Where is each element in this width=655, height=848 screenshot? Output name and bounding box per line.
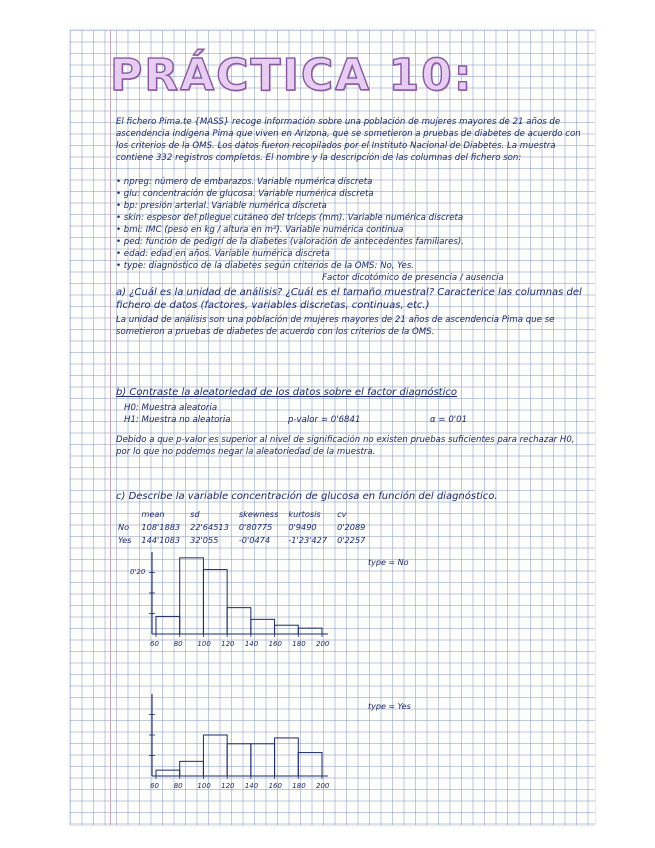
table-cell: 0'2089 (337, 522, 366, 532)
histogram-no-title: type = No (368, 558, 409, 567)
alpha-level: α = 0'01 (430, 415, 468, 425)
histogram-bar (251, 619, 275, 634)
histogram-bar (298, 628, 322, 634)
histogram-bar (203, 570, 227, 634)
variable-edad: • edad: edad en años. Variable numérica discreta (116, 249, 330, 259)
histogram-bar (275, 738, 299, 776)
page-margin-line (110, 30, 111, 825)
table-header (118, 508, 141, 521)
table-header: skewness (238, 509, 279, 519)
x-tick-label: 120 (221, 782, 235, 790)
x-tick-label: 140 (244, 640, 259, 648)
table-cell: -1'23'427 (288, 535, 328, 545)
x-tick-label: 140 (244, 782, 259, 790)
x-tick-label: 180 (292, 640, 306, 648)
histogram-type-yes (118, 690, 338, 792)
table-cell: 108'1883 (141, 522, 181, 532)
table-header: mean (141, 509, 165, 519)
table-cell: No (118, 522, 130, 532)
answer-b: Debido a que p-valor es superior al nivel de significación no existen pruebas suficientes para rechazar H0, por lo que no podemos negar la aleatoriedad de la muestra. (116, 435, 575, 457)
x-tick-label: 100 (197, 640, 211, 648)
notebook-page (70, 30, 595, 825)
x-tick-label: 120 (221, 640, 235, 648)
x-tick-label: 160 (268, 640, 282, 648)
table-cell: 22'64513 (190, 522, 229, 532)
table-header: kurtosis (288, 509, 321, 519)
table-cell: 0'9490 (288, 522, 317, 532)
x-tick-label: 100 (197, 782, 211, 790)
answer-a: La unidad de análisis son una población de mujeres mayores de 21 años de ascendencia Pima que se sometieron a pruebas de diabetes de acuerdo con los criterios de la OMS. (116, 315, 555, 337)
hypothesis-h0: H0: Muestra aleatoria (124, 403, 218, 413)
histogram-bar (203, 735, 227, 776)
page-title: PRÁCTICA 10: (110, 50, 474, 101)
x-tick-label: 200 (316, 782, 330, 790)
histogram-bar (275, 625, 299, 634)
question-c: c) Describe la variable concentración de glucosa en función del diagnóstico. (116, 491, 498, 502)
variable-npreg: • npreg: número de embarazos. Variable numérica discreta (116, 177, 373, 187)
hypothesis-h1: H1: Muestra no aleatoria (124, 415, 231, 425)
x-tick-label: 60 (150, 640, 159, 648)
table-header-row (118, 508, 375, 521)
glucose-stats-table (118, 508, 375, 547)
variable-bp: • bp: presión arterial. Variable numérica discreta (116, 201, 327, 211)
table-cell: 32'055 (190, 535, 219, 545)
histogram-bar (156, 770, 180, 776)
x-tick-label: 80 (173, 782, 183, 790)
table-header: sd (190, 509, 200, 519)
variable-type: • type: diagnóstico de la diabetes según criterios de la OMS: No, Yes. (116, 261, 415, 271)
histogram-bar (227, 608, 251, 634)
x-tick-label: 80 (173, 640, 183, 648)
table-cell: -0'0474 (238, 535, 271, 545)
p-value: p-valor = 0'6841 (288, 415, 361, 425)
variable-bmi: • bmi: IMC (peso en kg / altura en m²). Variable numérica continua (116, 225, 404, 235)
table-cell: Yes (118, 535, 132, 545)
table-cell: 144'1083 (141, 535, 181, 545)
question-b: b) Contraste la aleatoriedad de los datos sobre el factor diagnóstico (116, 387, 457, 398)
table-row (118, 534, 375, 547)
histogram-bar (251, 744, 275, 776)
variable-glu: • glu: concentración de glucosa. Variable numérica discreta (116, 189, 374, 199)
variable-skin: • skin: espesor del pliegue cutáneo del tríceps (mm). Variable numérica discreta (116, 213, 464, 223)
histogram-bar (180, 558, 204, 634)
table-row (118, 521, 375, 534)
histogram-type-no (118, 548, 338, 650)
x-tick-label: 200 (316, 640, 330, 648)
intro-paragraph: El fichero Pima.te {MASS} recoge información sobre una población de mujeres mayores de 21 años de ascendencia indígena Pima que viven en Arizona, que se sometieron a pruebas de diabetes de acuerdo con los criterios de la OMS. Los datos fueron recopilados por el Instituto Nacional de Diabetes. La muestra contiene 332 registros completos. El nombre y la descripción de las columnas del fichero son: (116, 117, 581, 163)
histogram-yes-title: type = Yes (368, 702, 411, 711)
x-tick-label: 60 (150, 782, 159, 790)
histogram-bar (298, 753, 322, 776)
x-tick-label: 180 (292, 782, 306, 790)
variable-ped: • ped: función de pedigrí de la diabetes (valoración de antecedentes familiares). (116, 237, 464, 247)
type-note: Factor dicotómico de presencia / ausencia (322, 273, 504, 283)
histogram-bar (180, 761, 204, 776)
question-a: a) ¿Cuál es la unidad de análisis? ¿Cuál es el tamaño muestral? Caracterice las columnas del fichero de datos (factores, variables discretas, continuas, etc.) (116, 287, 582, 311)
table-cell: 0'2257 (337, 535, 366, 545)
table-header: cv (337, 509, 347, 519)
table-cell: 0'80775 (238, 522, 273, 532)
histogram-bar (227, 744, 251, 776)
y-tick-label: 0'20 (130, 568, 146, 576)
x-tick-label: 160 (268, 782, 282, 790)
histogram-bar (156, 616, 180, 634)
